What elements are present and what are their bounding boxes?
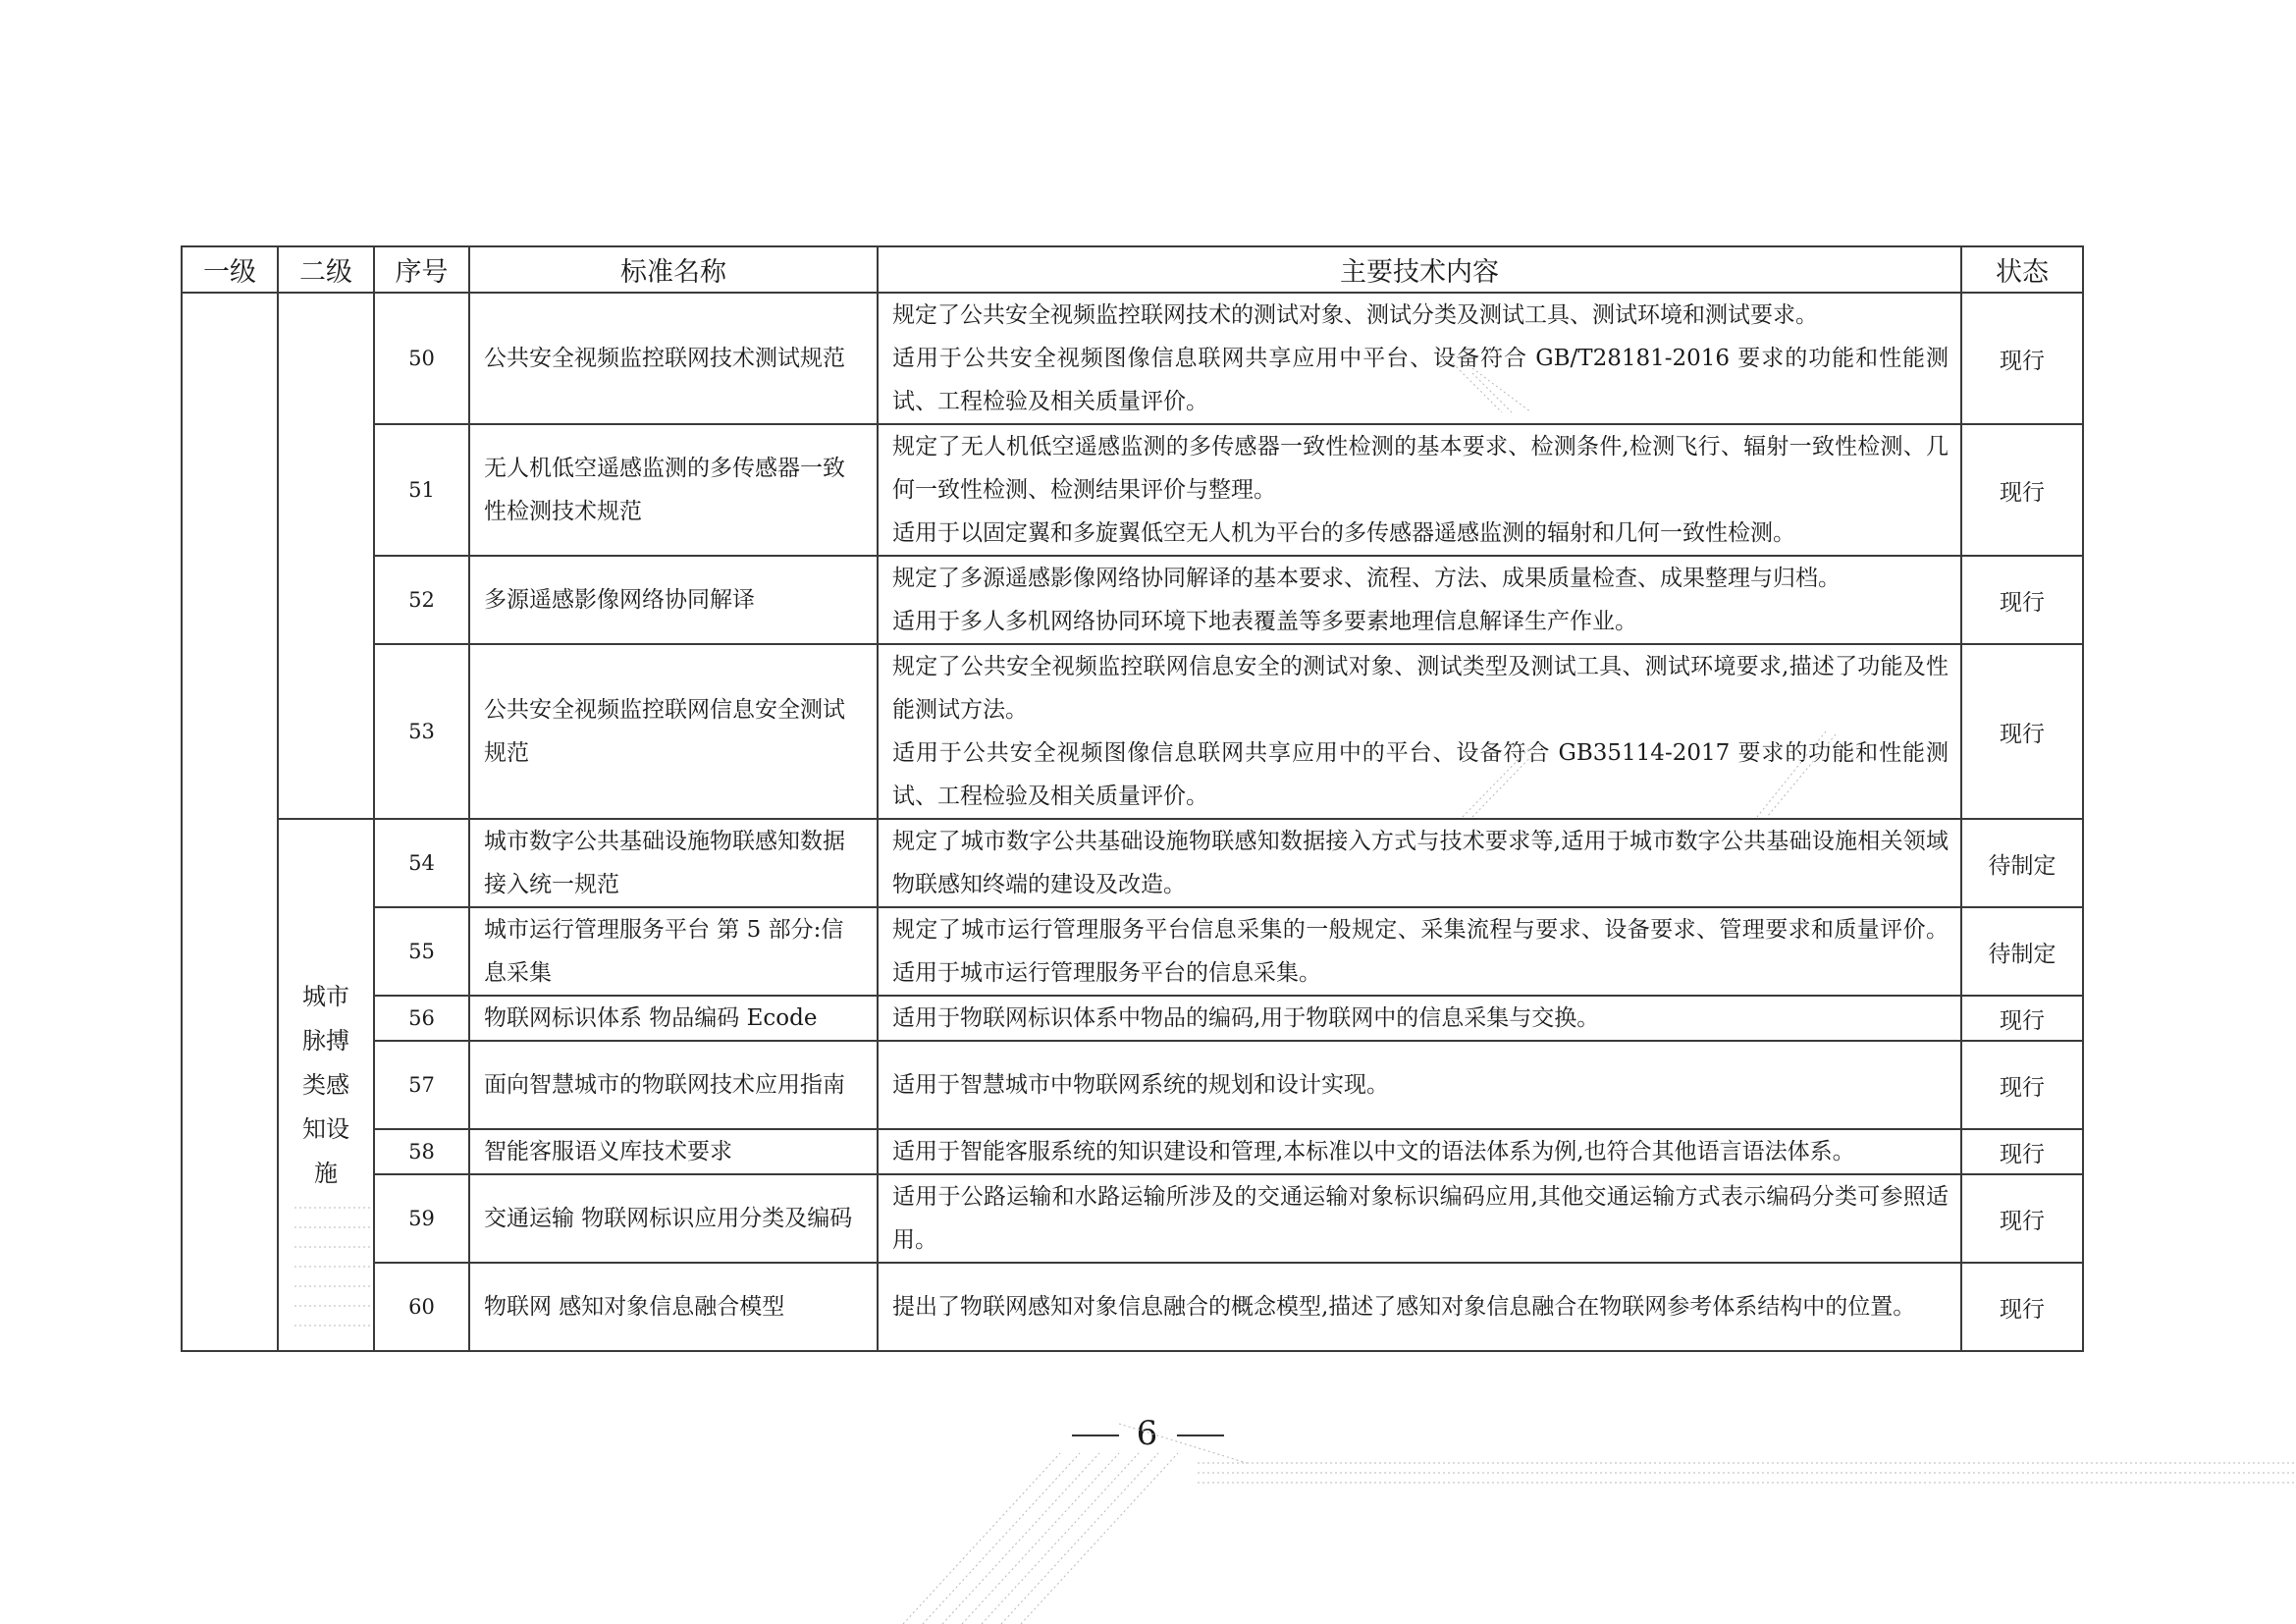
table-row xyxy=(182,1129,2083,1174)
table-row xyxy=(182,1263,2083,1351)
technical-content xyxy=(878,996,1961,1041)
standard-name: 物联网标识体系 物品编码 Ecode xyxy=(469,996,878,1041)
table-row xyxy=(182,424,2083,556)
status-cell: 现行 xyxy=(1961,996,2083,1041)
technical-content xyxy=(878,1263,1961,1351)
footer-left-dash xyxy=(1072,1435,1119,1436)
status-cell: 现行 xyxy=(1961,644,2083,819)
row-number: 56 xyxy=(374,996,469,1041)
content-paragraph: 规定了多源遥感影像网络协同解译的基本要求、流程、方法、成果质量检查、成果整理与归档。 xyxy=(892,566,1841,591)
table-row xyxy=(182,644,2083,819)
technical-content xyxy=(878,819,1961,907)
status-cell: 现行 xyxy=(1961,293,2083,424)
level2-label: 城市脉搏类感知设施 xyxy=(302,982,349,1187)
technical-content xyxy=(878,1174,1961,1263)
status-cell: 现行 xyxy=(1961,1041,2083,1129)
content-paragraph: 适用于物联网标识体系中物品的编码,用于物联网中的信息采集与交换。 xyxy=(892,1005,1600,1031)
header-content: 主要技术内容 xyxy=(878,246,1961,293)
status-cell: 现行 xyxy=(1961,1129,2083,1174)
status-cell: 现行 xyxy=(1961,556,2083,644)
level2-cell-empty xyxy=(278,293,374,819)
header-name: 标准名称 xyxy=(469,246,878,293)
standard-name: 交通运输 物联网标识应用分类及编码 xyxy=(469,1174,878,1263)
standard-name: 面向智慧城市的物联网技术应用指南 xyxy=(469,1041,878,1129)
technical-content xyxy=(878,293,1961,424)
content-paragraph: 适用于智能客服系统的知识建设和管理,本标准以中文的语法体系为例,也符合其他语言语法体系。 xyxy=(892,1139,1855,1164)
row-number: 55 xyxy=(374,907,469,996)
row-number: 58 xyxy=(374,1129,469,1174)
content-paragraph: 规定了公共安全视频监控联网技术的测试对象、测试分类及测试工具、测试环境和测试要求。 xyxy=(892,302,1818,328)
page-number: 6 xyxy=(1136,1414,1160,1453)
table-row xyxy=(182,819,2083,907)
status-cell: 待制定 xyxy=(1961,907,2083,996)
table-row xyxy=(182,1174,2083,1263)
header-status: 状态 xyxy=(1961,246,2083,293)
row-number: 57 xyxy=(374,1041,469,1129)
content-paragraph: 规定了无人机低空遥感监测的多传感器一致性检测的基本要求、检测条件,检测飞行、辐射一致性检测、几何一致性检测、检测结果评价与整理。 xyxy=(892,434,1949,503)
content-paragraph: 规定了城市数字公共基础设施物联感知数据接入方式与技术要求等,适用于城市数字公共基础设施相关领域物联感知终端的建设及改造。 xyxy=(892,829,1949,897)
row-number: 52 xyxy=(374,556,469,644)
standard-name: 城市运行管理服务平台 第 5 部分:信息采集 xyxy=(469,907,878,996)
table-row xyxy=(182,996,2083,1041)
technical-content xyxy=(878,1129,1961,1174)
table-row xyxy=(182,907,2083,996)
standards-table xyxy=(181,245,2084,1352)
footer-right-dash xyxy=(1177,1435,1224,1436)
standard-name: 物联网 感知对象信息融合模型 xyxy=(469,1263,878,1351)
row-number: 51 xyxy=(374,424,469,556)
content-paragraph: 适用于多人多机网络协同环境下地表覆盖等多要素地理信息解译生产作业。 xyxy=(892,609,1637,634)
technical-content xyxy=(878,907,1961,996)
standard-name: 多源遥感影像网络协同解译 xyxy=(469,556,878,644)
content-paragraph: 提出了物联网感知对象信息融合的概念模型,描述了感知对象信息融合在物联网参考体系结构中的位置。 xyxy=(892,1294,1916,1320)
header-level2: 二级 xyxy=(278,246,374,293)
row-number: 53 xyxy=(374,644,469,819)
level1-cell xyxy=(182,293,278,1351)
content-paragraph: 适用于公共安全视频图像信息联网共享应用中的平台、设备符合 GB35114-2017 要求的功能和性能测试、工程检验及相关质量评价。 xyxy=(892,740,1949,809)
status-cell: 现行 xyxy=(1961,424,2083,556)
row-number: 60 xyxy=(374,1263,469,1351)
content-paragraph: 规定了城市运行管理服务平台信息采集的一般规定、采集流程与要求、设备要求、管理要求和质量评价。适用于城市运行管理服务平台的信息采集。 xyxy=(892,917,1949,986)
standard-name: 智能客服语义库技术要求 xyxy=(469,1129,878,1174)
table-row xyxy=(182,1041,2083,1129)
status-cell: 待制定 xyxy=(1961,819,2083,907)
content-paragraph: 适用于公共安全视频图像信息联网共享应用中平台、设备符合 GB/T28181-2016 要求的功能和性能测试、工程检验及相关质量评价。 xyxy=(892,346,1949,414)
table-row xyxy=(182,556,2083,644)
content-paragraph: 适用于公路运输和水路运输所涉及的交通运输对象标识编码应用,其他交通运输方式表示编码分类可参照适用。 xyxy=(892,1184,1949,1253)
standard-name: 公共安全视频监控联网技术测试规范 xyxy=(469,293,878,424)
status-cell: 现行 xyxy=(1961,1174,2083,1263)
page-footer xyxy=(0,1414,2296,1453)
header-no: 序号 xyxy=(374,246,469,293)
level2-cell xyxy=(278,819,374,1351)
technical-content xyxy=(878,644,1961,819)
content-paragraph: 适用于智慧城市中物联网系统的规划和设计实现。 xyxy=(892,1072,1389,1098)
table-body xyxy=(182,293,2083,1351)
standard-name: 无人机低空遥感监测的多传感器一致性检测技术规范 xyxy=(469,424,878,556)
row-number: 59 xyxy=(374,1174,469,1263)
technical-content xyxy=(878,424,1961,556)
technical-content xyxy=(878,556,1961,644)
technical-content xyxy=(878,1041,1961,1129)
standard-name: 公共安全视频监控联网信息安全测试规范 xyxy=(469,644,878,819)
table-header xyxy=(182,246,2083,293)
standard-name: 城市数字公共基础设施物联感知数据接入统一规范 xyxy=(469,819,878,907)
row-number: 54 xyxy=(374,819,469,907)
content-paragraph: 适用于以固定翼和多旋翼低空无人机为平台的多传感器遥感监测的辐射和几何一致性检测。 xyxy=(892,520,1795,546)
status-cell: 现行 xyxy=(1961,1263,2083,1351)
content-paragraph: 规定了公共安全视频监控联网信息安全的测试对象、测试类型及测试工具、测试环境要求,描述了功能及性能测试方法。 xyxy=(892,654,1949,723)
header-level1: 一级 xyxy=(182,246,278,293)
table-row xyxy=(182,293,2083,424)
row-number: 50 xyxy=(374,293,469,424)
